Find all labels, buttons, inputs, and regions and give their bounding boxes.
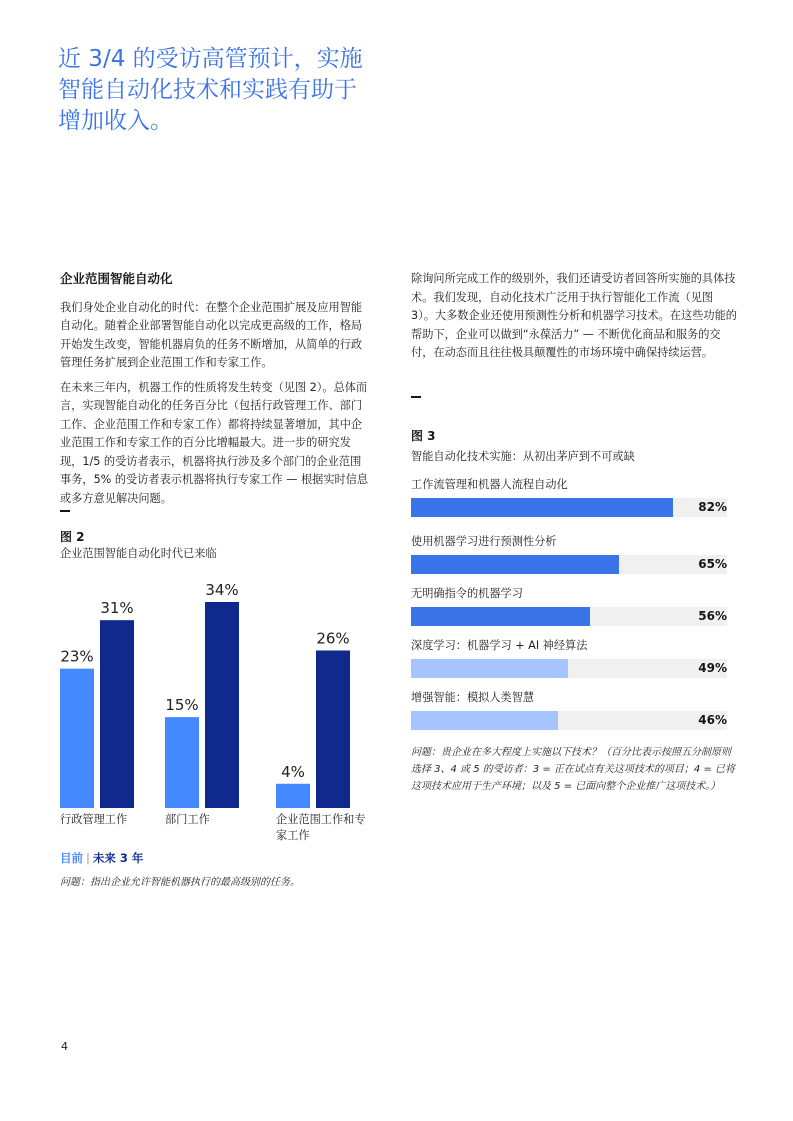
fig3-bar-fill — [411, 555, 619, 574]
fig3-row — [411, 637, 727, 678]
fig3-bar-fill — [411, 607, 590, 626]
bar-value-label-future-1: 34% — [205, 581, 239, 599]
fig2-legend — [60, 850, 143, 866]
fig3-track — [411, 555, 727, 574]
category-label-admin: 行政管理工作 — [60, 813, 128, 826]
fig3-track — [411, 498, 727, 517]
fig3-track — [411, 659, 727, 678]
fig3-value: 82% — [698, 500, 727, 514]
bar-value-label-future-0: 31% — [100, 599, 134, 618]
bar-now-1 — [165, 717, 199, 808]
fig3-row — [411, 689, 727, 730]
legend-future: 未来 3 年 — [92, 851, 144, 865]
left-paragraph-2: 在未来三年内，机器工作的性质将发生转变（见图 2）。总体而言，实现智能自动化的任务百分比（包括行政管理工作、部门工作、企业范围工作和专家工作）都将持续显著增加，其中企业范围工作和专家工作的百分比增幅最大。进一步的研究发现，1/5 的受访者表示，机器将执行涉及多个部门的企业范围事务，5% 的受访者表示机器将执行专家工作 — 根据实时信息或多方意见解决问题。 — [60, 380, 369, 505]
bar-future-2 — [316, 650, 350, 808]
bar-now-2 — [276, 784, 310, 808]
fig3-row-label: 无明确指令的机器学习 — [411, 587, 523, 600]
fig3-bar-fill — [411, 711, 558, 730]
fig2-note: 问题：指出企业允许智能机器执行的最高级别的任务。 — [60, 877, 300, 888]
fig3-row — [411, 585, 727, 626]
bar-future-0 — [100, 620, 134, 808]
right-paragraph-1: 除询问所完成工作的级别外，我们还请受访者回答所实施的具体技术。我们发现，自动化技术广泛用于执行智能化工作流（见图 3）。大多数企业还使用预测性分析和机器学习技术。在这些功能的帮助下，企业可以做到“永葆活力” — 不断优化商品和服务的交付，在动态而且往往极具颠覆性的市场环境中确保持续运营。 — [411, 272, 737, 359]
fig3-track — [411, 607, 727, 626]
fig3-subtitle: 智能自动化技术实施：从初出茅庐到不可或缺 — [411, 450, 635, 463]
fig3-row-label: 深度学习：机器学习 + AI 神经算法 — [411, 639, 588, 652]
bar-future-1 — [205, 602, 239, 808]
left-paragraph-1: 我们身处企业自动化的时代：在整个企业范围扩展及应用智能自动化。随着企业部署智能自动化以完成更高级的工作，格局开始发生改变，智能机器肩负的任务不断增加，从简单的行政管理任务扩展到企业范围工作和专家工作。 — [60, 300, 363, 369]
fig3-value: 49% — [698, 661, 727, 675]
fig2-subtitle: 企业范围智能自动化时代已来临 — [60, 547, 217, 560]
legend-separator: | — [86, 851, 90, 865]
fig3-row-label: 增强智能：模拟人类智慧 — [411, 691, 535, 704]
right-column — [411, 270, 737, 369]
fig3-label: 图 3 — [411, 429, 436, 443]
bar-value-label-now-1: 15% — [165, 696, 199, 715]
fig3-row-label: 工作流管理和机器人流程自动化 — [411, 478, 568, 491]
left-column — [60, 270, 370, 514]
fig3-value: 56% — [698, 609, 727, 623]
divider-dash-right — [411, 396, 421, 398]
fig3-bar-fill — [411, 498, 673, 517]
fig3-row-label: 使用机器学习进行预测性分析 — [411, 535, 557, 548]
page-number: 4 — [61, 1040, 68, 1053]
fig3-value: 65% — [698, 557, 727, 571]
fig3-note: 问题：贵企业在多大程度上实施以下技术？（百分比表示按照五分制原则选择 3、4 或 5 的受访者：3 = 正在试点有关这项技术的项目；4 = 已将这项技术应用于生产环境；以及 5 = 已面向整个企业推广这项技术。） — [411, 747, 735, 792]
fig3-track — [411, 711, 727, 730]
fig2-bar-chart — [58, 570, 358, 810]
section-title: 企业范围智能自动化 — [60, 271, 173, 286]
bar-value-label-now-2: 4% — [281, 762, 305, 781]
bar-value-label-now-0: 23% — [60, 647, 94, 666]
headline: 近 3/4 的受访高管预计，实施智能自动化技术和实践有助于增加收入。 — [58, 46, 363, 134]
bar-now-0 — [60, 669, 94, 808]
fig2-label: 图 2 — [60, 530, 85, 544]
fig3-bar-fill — [411, 659, 568, 678]
category-label-department: 部门工作 — [165, 813, 210, 826]
divider-dash-left — [60, 510, 70, 512]
legend-now: 目前 — [60, 851, 83, 865]
bar-value-label-future-2: 26% — [316, 629, 350, 648]
fig3-row — [411, 533, 727, 574]
fig3-row — [411, 476, 727, 517]
category-label-enterprise: 企业范围工作和专家工作 — [276, 813, 366, 842]
fig3-value: 46% — [698, 713, 727, 727]
